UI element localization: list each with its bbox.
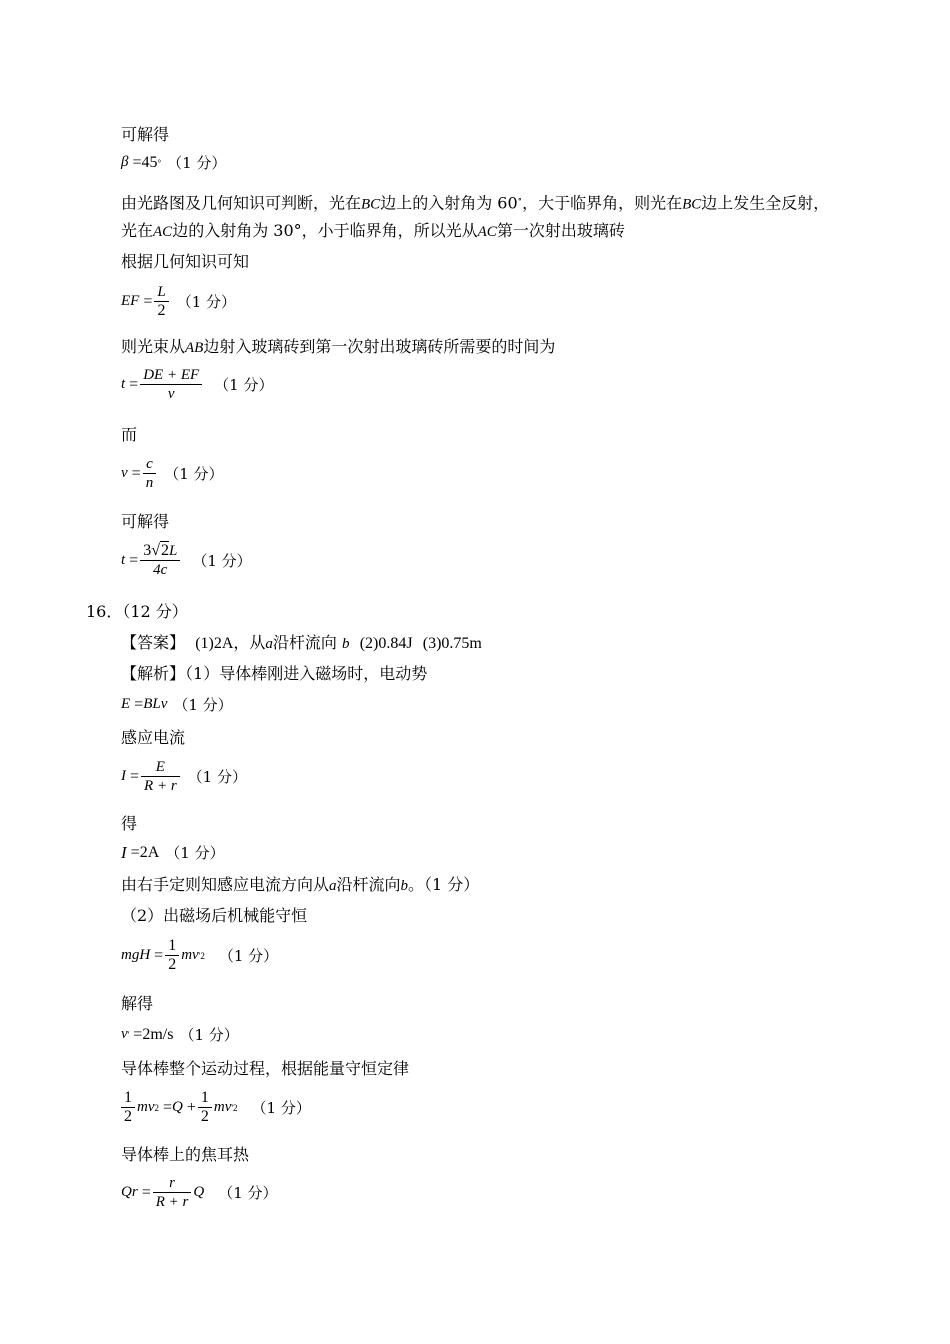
- text-line: 得: [121, 814, 138, 833]
- equation-t: t = $\frac{DE + EF}{v}$ （1 分）: [121, 367, 274, 402]
- text-line: 由右手定则知感应电流方向从a沿杆流向b。（1 分）: [121, 875, 480, 894]
- text-line: （2）出磁场后机械能守恒: [121, 906, 308, 925]
- points-label: （1 分）: [165, 844, 225, 862]
- text-line: 感应电流: [121, 728, 186, 747]
- points-label: （1 分）: [173, 696, 233, 714]
- equation-E: E = BLv （1 分）: [121, 695, 233, 714]
- points-label: （1 分）: [218, 1184, 278, 1202]
- text-line: 可解得: [121, 125, 170, 144]
- text-line: 而: [121, 425, 138, 444]
- text-line: 根据几何知识可知: [121, 252, 250, 271]
- value-45: 45: [141, 153, 158, 171]
- points-label: （1 分）: [179, 1026, 239, 1044]
- points-label: （1 分）: [251, 1099, 311, 1117]
- equation-I: I = $\frac{E}{R + r}$ （1 分）: [121, 759, 247, 794]
- points-label: （1 分）: [218, 947, 279, 965]
- text-line: 导体棒上的焦耳热: [121, 1145, 250, 1164]
- equation-I-value: I = 2A （1 分）: [121, 842, 225, 862]
- points-label: （1 分）: [214, 376, 274, 394]
- text-line: 光在AC边的入射角为 30°，小于临界角，所以光从AC第一次射出玻璃砖: [121, 221, 625, 240]
- equation-energy: $\frac{1}{2}$ mv 2 = Q + $\frac{1}{2}$ mv '2 （1 分）: [121, 1089, 311, 1126]
- text-line: 则光束从AB边射入玻璃砖到第一次射出玻璃砖所需要的时间为: [121, 337, 556, 356]
- equation-beta: β = 45 ° （1 分）: [121, 153, 227, 172]
- equation-t-result: t = $\frac{3√2L}{4c}$ （1 分）: [121, 542, 252, 578]
- text-line: 由光路图及几何知识可判断，光在BC边上的入射角为 60∘，大于临界角，则光在BC边上发生全反射，: [121, 193, 830, 213]
- answer-line: 【答案】 (1)2A，从a沿杆流向 b (2)0.84J (3)0.75m: [121, 633, 482, 652]
- equation-v-value: v ' = 2m/s （1 分）: [121, 1025, 239, 1044]
- text-line: 解得: [121, 994, 154, 1013]
- question-number: 16．（12 分）: [86, 602, 188, 621]
- equation-v: v = $\frac{c}{n}$ （1 分）: [121, 456, 224, 491]
- text-line: 可解得: [121, 512, 170, 531]
- text-line: 导体棒整个运动过程，根据能量守恒定律: [121, 1059, 410, 1078]
- points-label: （1 分）: [164, 465, 224, 483]
- points-label: （1 分）: [167, 154, 227, 172]
- equation-EF: EF = $\frac{L}{2}$ （1 分）: [121, 284, 237, 319]
- points-label: （1 分）: [176, 293, 237, 311]
- analysis-line: 【解析】（1）导体棒刚进入磁场时，电动势: [121, 664, 428, 683]
- points-label: （1 分）: [187, 768, 247, 786]
- points-label: （1 分）: [192, 552, 252, 570]
- symbol-beta: β: [121, 154, 129, 170]
- equation-Qr: Q r = $\frac{r}{R + r}$ Q （1 分）: [121, 1175, 278, 1210]
- equation-mgH: mgH = $\frac{1}{2}$ mv '2 （1 分）: [121, 937, 279, 973]
